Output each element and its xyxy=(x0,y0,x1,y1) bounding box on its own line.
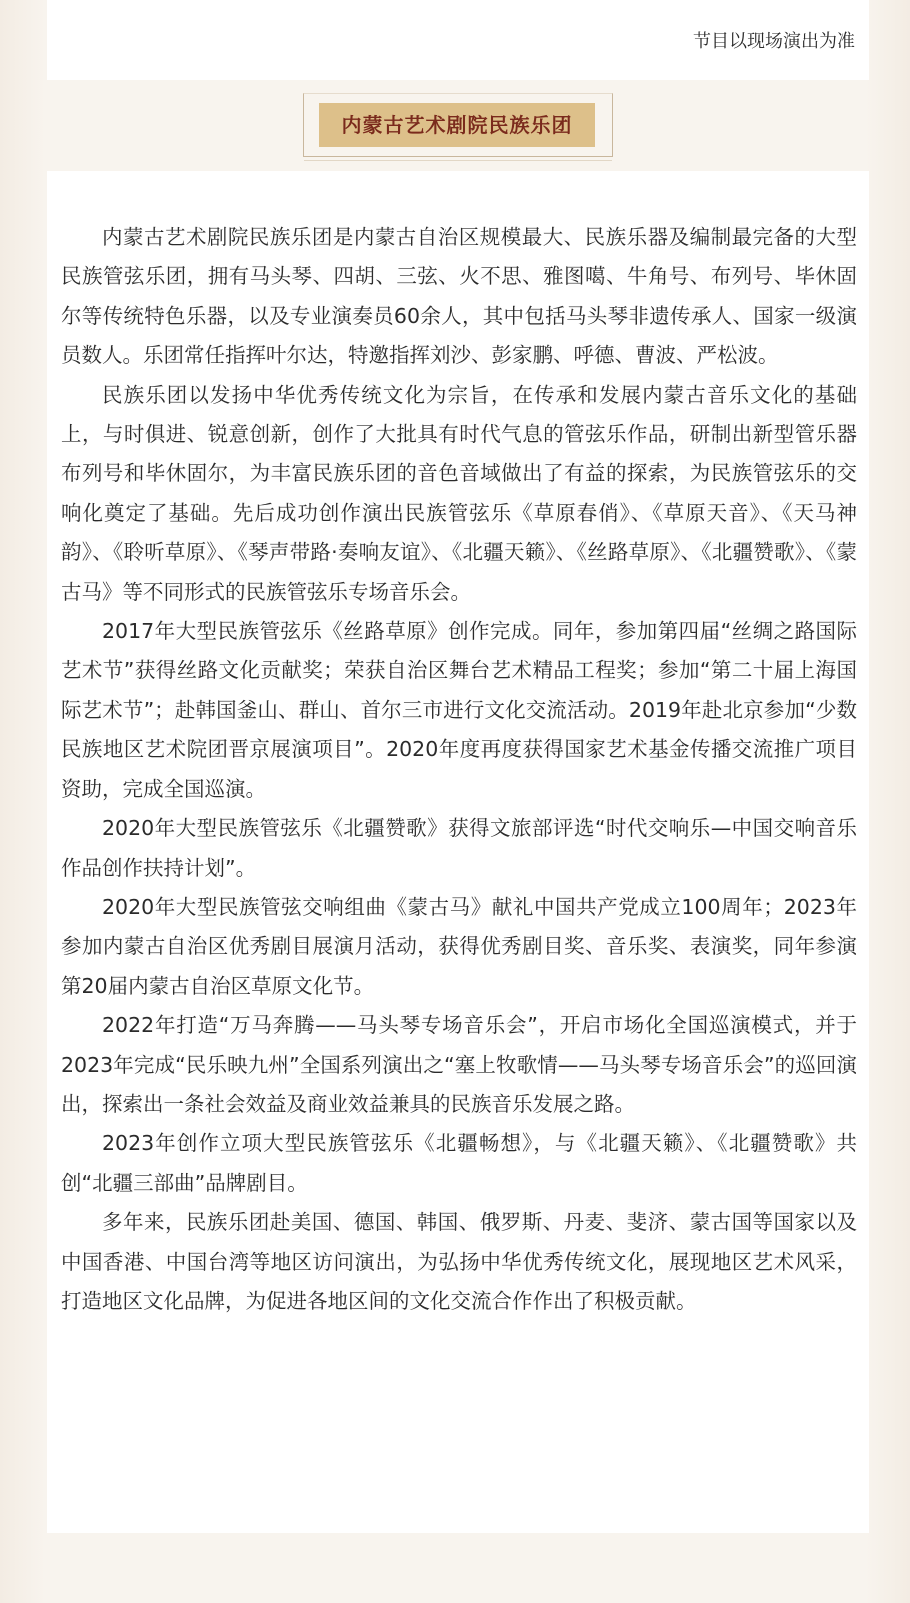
article-paragraph: 2017年大型民族管弦乐《丝路草原》创作完成。同年，参加第四届“丝绸之路国际艺术节”获得丝路文化贡献奖；荣获自治区舞台艺术精品工程奖；参加“第二十届上海国际艺术节”；赴韩国釜山、群山、首尔三市进行文化交流活动。2019年赴北京参加“少数民族地区艺术院团晋京展演项目”。2020年度再度获得国家艺术基金传播交流推广项目资助，完成全国巡演。 xyxy=(61,619,857,801)
article-paragraph: 2023年创作立项大型民族管弦乐《北疆畅想》，与《北疆天籁》、《北疆赞歌》共创“北疆三部曲”品牌剧目。 xyxy=(61,1131,857,1195)
article-paragraph: 多年来，民族乐团赴美国、德国、韩国、俄罗斯、丹麦、斐济、蒙古国等国家以及中国香港、中国台湾等地区访问演出，为弘扬中华优秀传统文化，展现地区艺术风采，打造地区文化品牌，为促进各地区间的文化交流合作作出了积极贡献。 xyxy=(61,1210,857,1313)
section-title: 内蒙古艺术剧院民族乐团 xyxy=(319,103,595,147)
article-paragraph: 2020年大型民族管弦交响组曲《蒙古马》献礼中国共产党成立100周年；2023年参加内蒙古自治区优秀剧目展演月活动，获得优秀剧目奖、音乐奖、表演奖，同年参演第20届内蒙古自治区草原文化节。 xyxy=(61,894,857,998)
top-panel xyxy=(47,0,869,80)
article-paragraph: 2022年打造“万马奔腾——马头琴专场音乐会”，开启市场化全国巡演模式，并于2023年完成“民乐映九州”全国系列演出之“塞上牧歌情——马头琴专场音乐会”的巡回演出，探索出一条社会效益及商业效益兼具的民族音乐发展之路。 xyxy=(61,1013,857,1116)
section-title-badge xyxy=(303,93,613,157)
article-panel xyxy=(47,171,869,1533)
article-paragraph: 内蒙古艺术剧院民族乐团是内蒙古自治区规模最大、民族乐器及编制最完备的大型民族管弦乐团，拥有马头琴、四胡、三弦、火不思、雅图噶、牛角号、布列号、毕休固尔等传统特色乐器，以及专业演奏员60余人，其中包括马头琴非遗传承人、国家一级演员数人。乐团常任指挥叶尔达，特邀指挥刘沙、彭家鹏、呼德、曹波、严松波。 xyxy=(61,225,857,368)
article-paragraph: 民族乐团以发扬中华优秀传统文化为宗旨，在传承和发展内蒙古音乐文化的基础上，与时俱进、锐意创新，创作了大批具有时代气息的管弦乐作品，研制出新型管乐器布列号和毕休固尔，为丰富民族乐团的音色音域做出了有益的探索，为民族管弦乐的交响化奠定了基础。先后成功创作演出民族管弦乐《草原春俏》、《草原天音》、《天马神韵》、《聆听草原》、《琴声带路·奏响友谊》、《北疆天籁》、《丝路草原》、《北疆赞歌》、《蒙古马》等不同形式的民族管弦乐专场音乐会。 xyxy=(61,382,857,604)
article-paragraph: 2020年大型民族管弦乐《北疆赞歌》获得文旅部评选“时代交响乐—中国交响音乐作品创作扶持计划”。 xyxy=(61,816,857,880)
program-note: 节目以现场演出为准 xyxy=(693,31,855,52)
article-body xyxy=(61,218,857,1321)
